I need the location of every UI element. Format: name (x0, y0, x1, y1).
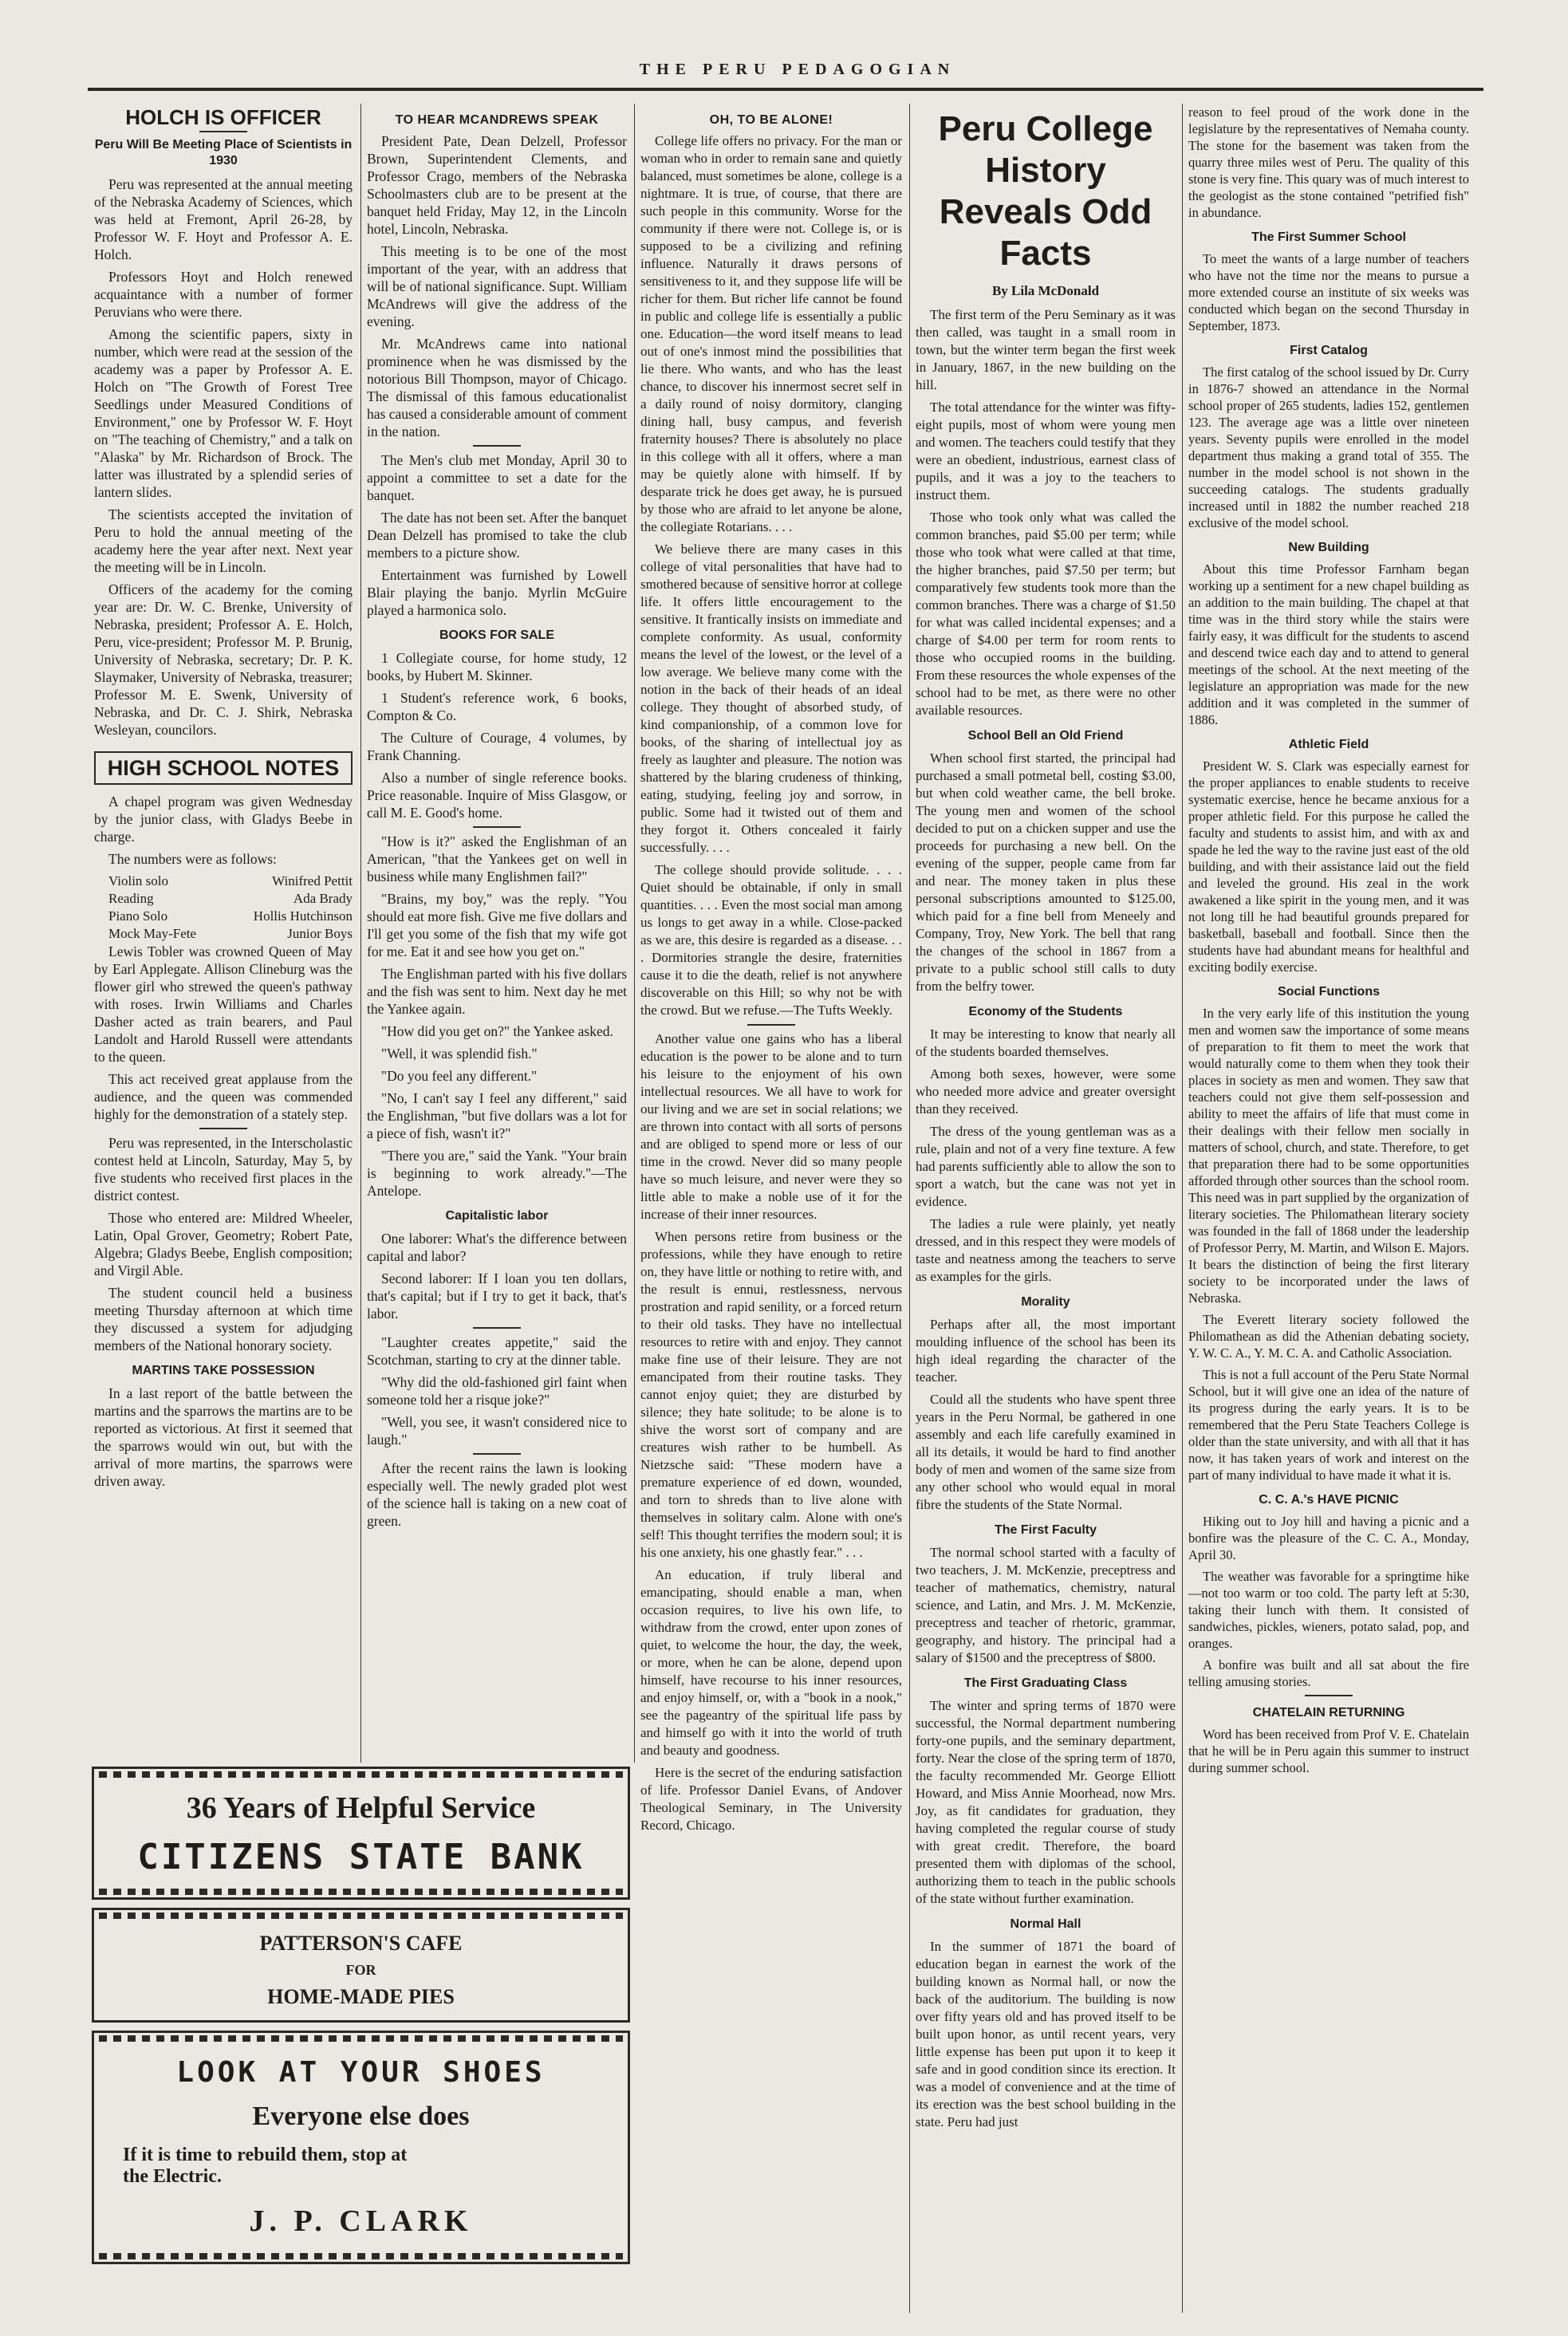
rule (199, 1128, 247, 1129)
paragraph: An education, if truly liberal and emancipating, should enable a man, when occasion requires, to live his own life, to withdraw from the crowd, enter upon zones of quiet, to welcome the hour, the day, the week, or more, when he can be alone, depend upon himself, have recourse to his inner resources, and enjoy himself, or, with a "book in a nook," see the pageantry of the spiritual life pass by and himself go with it into the world of truth and beauty and goodness. (640, 1567, 902, 1758)
paragraph: The normal school started with a faculty of two teachers, J. M. McKenzie, preceptress and teacher of mathematics, chemistry, natural science, and Latin, and Mrs. J. M. McKenzie, preceptress and teacher of rhetoric, grammar, geography, and history. The principal had a salary of $1500 and the preceptress of $800. (916, 1545, 1176, 1665)
paragraph: President Pate, Dean Delzell, Professor Brown, Superintendent Clements, and Professor Crago, members of the Nebraska Schoolmasters club are to be present at the banquet held Friday, May 12, in the Lincoln hotel, Lincoln, Nebraska. (367, 133, 627, 237)
paragraph: The Men's club met Monday, April 30 to appoint a committee to set a date for the banquet. (367, 452, 627, 503)
cafe-pies: HOME-MADE PIES (267, 1985, 455, 2008)
paragraph: It may be interesting to know that nearly all of the students boarded themselves. (916, 1026, 1176, 1059)
paragraph: To meet the wants of a large number of teachers who have not the time nor the means to pursue a more extended course an institute of six weeks was conducted which began on the second Thursday in September, 1873. (1188, 251, 1469, 333)
bank-advertisement (92, 1767, 630, 1900)
paragraph: The Culture of Courage, 4 volumes, by Frank Channing. (367, 730, 627, 763)
picnic-headline: C. C. A.'s HAVE PICNIC (1259, 1493, 1399, 1507)
paragraph: Hiking out to Joy hill and having a picnic and a bonfire was the pleasure of the C. C. A., Monday, April 30. (1188, 1514, 1469, 1562)
paragraph: Lewis Tobler was crowned Queen of May by Earl Applegate. Allison Clineburg was the flower girl who strewed the queen's pathway with roses. Irwin Williams and Charles Dasher acted as train bearers, and Paul Landolt and Harold Russell were attendants to the queen. (94, 943, 353, 1065)
chatelain-headline: CHATELAIN RETURNING (1252, 1706, 1405, 1720)
shoes-headline: LOOK AT YOUR SHOES (176, 2056, 546, 2089)
paragraph: Among the scientific papers, sixty in number, which were read at the session of the academy was a paper by Professor A. E. Holch on "The Growth of Forest Tree Seedlings under Measured Conditions of Environment," one by Professor W. F. Hoyt on "The teaching of Chemistry," and a talk on "Alaska" by Mr. Richardson of Brock. The latter was illustrated by a splendid series of lantern slides. (94, 326, 353, 500)
column-3 (640, 104, 902, 1839)
masthead-rule (88, 88, 1483, 91)
paragraph: Those who took only what was called the common branches, paid $5.00 per term; while those who took what were called at that time, the higher branches, paid $7.50 per term; but comparatively few students took more than the common branches. There was a charge of $1.50 for what was called incidental expenses; and a charge of $4.00 per term for room rents to those who occupied rooms in the building. From these resources the whole expenses of the school had to be met, as there were no other available resources. (916, 510, 1176, 718)
paragraph: The numbers were as follows: (108, 851, 277, 867)
paragraph: In the summer of 1871 the board of education began in earnest the work of the building known as Normal hall, or now the back of the auditorium. The building is now over fifty years old and has proved itself to be built upon honor, as until recent years, very little expense has been put upon it to keep it safe and in good condition since its erection. It was a model of convenience and at the time of its erection was the best school building in the state. Peru had just (916, 1939, 1176, 2129)
capitalistic-headline: Capitalistic labor (445, 1209, 549, 1223)
column-5 (1188, 104, 1469, 1781)
paragraph: The student council held a business meeting Thursday afternoon at which time they discussed a system for adjudging members of the National honorary society. (94, 1285, 353, 1353)
section-heading: Normal Hall (1010, 1917, 1081, 1931)
paragraph: The first term of the Peru Seminary as it was then called, was taught in a small room in town, but the winter term began the first week in January, 1867, in the new building on the hill. (916, 307, 1176, 392)
paragraph: Also a number of single reference books. Price reasonable. Inquire of Miss Glasgow, or call M. E. Good's home. (367, 770, 627, 821)
column-1 (94, 104, 353, 1495)
paragraph: The Englishman parted with his five dollars and the fish was sent to him. Next day he met the Yankee again. (367, 966, 627, 1017)
column-divider (360, 104, 361, 1763)
section-heading: School Bell an Old Friend (967, 729, 1124, 743)
paragraph: President W. S. Clark was especially earnest for the proper appliances to enable students to receive systematic exercise, hence he became anxious for a proper athletic field. For this purpose he called the faculty and students to assist him, and with ax and spade he led the way to the ravine just east of the old building, and with their assistance laid out the field and leveled the ground. His zeal in the work awakened a like spirit in the young men, and it was not long till he had beautiful grounds prepared for basketball, baseball and football. Since then the students have had abundant means for healthful and exciting bodily exercise. (1188, 758, 1469, 975)
paragraph: The ladies a rule were plainly, yet neatly dressed, and in this respect they were models of taste and neatness among the teachers to serve as examples for the girls. (916, 1216, 1176, 1284)
section-heading: The First Faculty (994, 1523, 1097, 1537)
paragraph: The date has not been set. After the banquet Dean Delzell has promised to take the club members to a picture show. (367, 510, 627, 561)
paragraph: "Why did the old-fashioned girl faint when someone told her a risque joke?" (367, 1374, 627, 1408)
paragraph: Among both sexes, however, were some who needed more advice and greater oversight than they received. (916, 1066, 1176, 1117)
section-heading: Economy of the Students (968, 1005, 1123, 1018)
section-heading: New Building (1288, 541, 1369, 554)
paragraph: 1 Student's reference work, 6 books, Compton & Co. (367, 690, 627, 723)
paragraph: In the very early life of this institution the young men and women saw the importance of some means of preparation to fit them to meet the work that would naturally come to them when they took their places in society as men and women. They saw that teachers could not give them self-possession and ability to meet the affairs of life that must come in their dealings with their fellow men socially in matters of school, church, and state. Therefore, to get that preparation there had to be some opportunities afforded through other sources than the school room. This need was in part supplied by the organization of literary societies. The Philomathean literary society was founded in the fall of 1868 under the leadership of Professor Perry, M. Martin, and Wilson E. Majors. It bears the distinction of being the first literary society to be incorporated under the laws of Nebraska. (1188, 1006, 1469, 1306)
shoes-text: If it is time to rebuild them, stop at (123, 2145, 408, 2165)
paragraph: A bonfire was built and all sat about the fire telling amusing stories. (1188, 1657, 1469, 1689)
paragraph: Peru was represented, in the Interscholastic contest held at Lincoln, Saturday, May 5, by five students who received first places in the district contest. (94, 1135, 353, 1203)
paragraph: "How did you get on?" the Yankee asked. (381, 1023, 613, 1039)
alone-headline: OH, TO BE ALONE! (709, 113, 833, 127)
paragraph: "How is it?" asked the Englishman of an American, "that the Yankees get on well in business while many Englishmen fail?" (367, 833, 627, 884)
byline: By Lila McDonald (991, 283, 1100, 298)
holch-headline: HOLCH IS OFFICER (125, 105, 321, 129)
paragraph: The weather was favorable for a springtime hike—not too warm or too cold. The party left at 5:30, taking their lunch with them. It consisted of sandwiches, pickles, wieners, potato salad, pop, and oranges. (1188, 1569, 1469, 1651)
bank-name: CITIZENS STATE BANK (137, 1837, 585, 1877)
rule (473, 1327, 521, 1329)
rule (473, 445, 521, 447)
paragraph: Perhaps after all, the most important moulding influence of the school has been its high ideal regarding the character of the teacher. (916, 1317, 1176, 1385)
paragraph: In a last report of the battle between the martins and the sparrows the martins are to be reported as victorious. At first it seemed that the sparrows would win out, but with the arrival of more martins, the sparrows were driven away. (94, 1385, 353, 1489)
paragraph: The scientists accepted the invitation of Peru to hold the annual meeting of the academy here the year after next. Next year the meeting will be in Lincoln. (94, 506, 353, 575)
paragraph: Professors Hoyt and Holch renewed acquaintance with a number of former Peruvians who were there. (94, 269, 353, 320)
paragraph: The dress of the young gentleman was as a rule, plain and not of a very fine texture. A few had parents sufficiently able to allow the son to sport a watch, but the cane was not yet in evidence. (916, 1124, 1176, 1209)
paragraph: Word has been received from Prof V. E. Chatelain that he will be in Peru again this summer to instruct during summer school. (1188, 1727, 1469, 1775)
column-2 (367, 104, 627, 1534)
paragraph: "Brains, my boy," was the reply. "You should eat more fish. Give me five dollars and I'll get you some of the fish that my wife got for me. Eat it and see how you get on." (367, 891, 627, 959)
paragraph: This meeting is to be one of the most important of the year, with an address that will be of national significance. Supt. William McAndrews will give the address of the evening. (367, 243, 627, 329)
section-heading: Morality (1021, 1295, 1070, 1309)
rule (747, 1024, 795, 1026)
cafe-advertisement (92, 1908, 630, 2023)
border-ornament (99, 1913, 623, 1919)
rule (473, 826, 521, 828)
rule (199, 131, 247, 132)
section-heading: The First Graduating Class (963, 1676, 1128, 1690)
paragraph: "No, I can't say I feel any different," said the Englishman, "but five dollars was a lot for a piece of fish, wasn't it?" (367, 1090, 627, 1141)
paragraph: One laborer: What's the difference between capital and labor? (367, 1231, 627, 1264)
cafe-name: PATTERSON'S CAFE (259, 1932, 463, 1955)
paragraph: The total attendance for the winter was fifty-eight pupils, most of whom were young men and women. The teachers could testify that they were an obedient, industrious, earnest class of pupils, and it was a joy to the teachers to instruct them. (916, 400, 1176, 502)
paragraph: A chapel program was given Wednesday by the junior class, with Gladys Beebe in charge. (94, 794, 353, 845)
paragraph: Mr. McAndrews came into national prominence when he was dismissed by the notorious Bill Thompson, mayor of Chicago. The dismissal of this famous educationalist has caused a considerable amount of comment in the nation. (367, 336, 627, 439)
section-heading: The First Summer School (1251, 230, 1406, 244)
border-ornament (99, 1771, 623, 1778)
section-heading: First Catalog (1290, 344, 1368, 357)
program-row: Reading Ada Brady (108, 891, 353, 906)
history-headline: Peru College History Reveals Odd Facts (938, 109, 1153, 273)
mcandrews-headline: TO HEAR MCANDREWS SPEAK (395, 113, 599, 127)
bank-slogan: 36 Years of Helpful Service (186, 1791, 536, 1825)
cafe-for: FOR (345, 1962, 376, 1978)
program-row: Piano Solo Hollis Hutchinson (108, 908, 353, 924)
paragraph: "Well, you see, it wasn't considered nice to laugh." (367, 1414, 627, 1448)
paragraph: This act received great applause from the audience, and the queen was commended highly for the demonstration of a stately step. (94, 1071, 353, 1122)
paragraph: "Laughter creates appetite," said the Scotchman, starting to cry at the dinner table. (367, 1334, 627, 1368)
program-row: Violin solo Winifred Pettit (108, 873, 353, 888)
paragraph: reason to feel proud of the work done in the legislature by the representatives of Nemaha county. The stone for the basement was taken from the quarry three miles west of Peru. The quality of this stone is very fine. This quary was of much interest to the geologist as the stone contained "petrified fish" in abundance. (1188, 104, 1469, 220)
high-school-notes-headline: HIGH SCHOOL NOTES (94, 751, 353, 785)
paragraph: Officers of the academy for the coming year are: Dr. W. C. Brenke, University of Nebraska, president; Professor A. E. Holch, Peru, vice-president; Professor M. P. Brunig, University of Nebraska, secretary; Dr. P. K. Slaymaker, University of Nebraska, treasurer; Professor M. E. Swenk, University of Nebraska, and Dr. C. J. Shirk, Nebraska Wesleyan, councilors. (94, 581, 353, 738)
border-ornament (99, 2035, 623, 2042)
paragraph: Could all the students who have spent three years in the Peru Normal, be gathered in one assembly and each life carefully examined in all its details, it would be hard to find another body of men and women of the same size from any other school who would equal in moral fibre the students of the State Normal. (916, 1392, 1176, 1512)
border-ornament (99, 2253, 623, 2259)
paragraph: Another value one gains who has a liberal education is the power to be alone and to turn his leisure to the enjoyment of his own intellectual resources. We all have to work for our living and we are set in social relations; we are thrown into contact with all sorts of persons and are obliged to spend more or less of our time in the crowd. Never did so many people have so much leisure, and never were they so little able to make a noble use of it for the increase of their inner resources. (640, 1031, 902, 1222)
paragraph: The winter and spring terms of 1870 were successful, the Normal department numbering forty-one pupils, and the seminary department, forty. Near the close of the spring term of 1870, the faculty recommended Mr. George Elliott Howard, and Miss Annie Moorhead, now Mrs. Joy, as fit candidates for graduation, they having completed the regular course of study with great credit. Therefore, the board presented them with diplomas of the school, authorizing them to teach in the public schools of the state without further examination. (916, 1698, 1176, 1906)
paragraph: Entertainment was furnished by Lowell Blair playing the banjo. Myrlin McGuire played a harmonica solo. (367, 567, 627, 618)
paragraph: "Do you feel any different." (381, 1068, 538, 1084)
section-heading: Social Functions (1277, 985, 1380, 999)
column-divider (909, 104, 910, 2313)
rule (473, 1453, 521, 1455)
paragraph: When persons retire from business or the professions, while they have enough to retire on, they have little or nothing to retire with, and the result is ennui, restlessness, nervous prostration and rapid senility, or a forced return to their old tasks. They have no intellectual resources to retire with and enjoy. They cannot make fine use of their leisure. They are not emancipated from their routine tasks. They cannot enjoy quiet; they are disturbed by silence; they hate solitude; to be alone is to shive the worst sort of company and are creatures wish rather to be humbell. As Nietzsche said: "These modern have a premature experience of ed down, wounded, and torn to shreds than to live alone with themselves in solitary calm. Alone with one's self! This thought terrifies the modern soul; it is his one anxiety, his one ghastly fear." . . . (640, 1229, 902, 1560)
paragraph: When school first started, the principal had purchased a small potmetal bell, costing $3.00, but when cold weather came, the bell broke. The young men and women of the school decided to put on a chicken supper and use the proceeds for purchasing a new bell. On the evening of the supper, people came from far and near. The money taken in plus these personal subscriptions amounted to $125.00, which paid for a fine bell from Meneely and Company, Troy, New York. The bell that rang the changes of the school in 1867 from a private to a public school still calls to duty from the belfry tower. (916, 750, 1176, 994)
shoes-tagline: Everyone else does (252, 2102, 470, 2131)
paragraph: Second laborer: If I loan you ten dollars, that's capital; but if I try to get it back, that's labor. (367, 1270, 627, 1322)
paragraph: Here is the secret of the enduring satisfaction of life. Professor Daniel Evans, of Andover Theological Seminary, in The University Record, Chicago. (640, 1765, 902, 1833)
border-ornament (99, 1889, 623, 1895)
shoes-text: the Electric. (123, 2166, 222, 2187)
paragraph: This is not a full account of the Peru State Normal School, but it will give one an idea of the nature of its progress during the early years. It is to be remembered that the Peru State Teachers College is older than the state university, and with all that it has now, it has taken years of work and interest on the part of many individual to have made it what it is. (1188, 1367, 1469, 1483)
paragraph: About this time Professor Farnham began working up a sentiment for a new chapel building as an addition to the main building. The chapel at that time was in the third story while the stairs were fairly easy, it was difficult for the students to ascend and descend twice each day and to attend to general meetings of the school. At the next meeting of the legislature an appropriation was made for the new addition and it was completed in the summer of 1886. (1188, 561, 1469, 727)
holch-subhead: Peru Will Be Meeting Place of Scientists in 1930 (94, 138, 353, 167)
masthead: THE PERU PEDAGOGIAN (639, 61, 956, 78)
rule (1305, 1695, 1353, 1696)
paragraph: The Everett literary society followed the Philomathean as did the Athenian debating society, Y. W. C. A., Y. M. C. A. and Catholic Association. (1188, 1312, 1469, 1361)
shoe-repair-advertisement (92, 2031, 630, 2264)
paragraph: The college should provide solitude. . . . Quiet should be obtainable, if only in small quantities. . . . Even the most social man among us longs to get away in a while. Close-packed as we are, this desire is regarded as a disease. . . . Dormitories strangle the desire, fraternities cause it to die the death, relief is not anywhere discoverable on this Hill; so why not be with the crowd. But we refuse.—The Tufts Weekly. (640, 862, 902, 1018)
column-4 (916, 104, 1176, 2136)
paragraph: College life offers no privacy. For the man or woman who in order to remain sane and quietly balanced, must sometimes be alone, college is a nightmare. It is true, of course, that there are such people in this community. Worse for the community if there were not. College is, or is supposed to be a civilizing and refining influence. Naturally it draws persons of sensitiveness to it, and they suppose life will be richer for them. But richer life cannot be found in public and college life is essentially a public one. Education—the word itself means to lead out of one's inmost mind the possibilities that lie there. Who wants, and who has the least chance, to discover his innermost secret self in a daily round of noisy dormitory, clanging dining hall, busy campus, and feverish fraternity houses? There is absolutely no place in this college with all it offers, where a man may be quietly alone with himself. If by desparate trick he does get away, he is pursued by those who are afraid to let anyone be alone, the collegiate Rotarians. . . . (640, 133, 902, 534)
paragraph: 1 Collegiate course, for home study, 12 books, by Hubert M. Skinner. (367, 650, 627, 683)
paragraph: The first catalog of the school issued by Dr. Curry in 1876-7 showed an attendance in the Normal school proper of 265 students, ladies 152, gentlemen 123. The average age was a little over nineteen years. Seventy pupils were enrolled in the model department thus making a grand total of 355. The number in the model school is not shown in the succeeding catalogs. The students gradually increased until in 1882 the number reached 218 exclusive of the model school. (1188, 364, 1469, 530)
books-headline: BOOKS FOR SALE (439, 628, 554, 642)
advertisements (92, 1767, 630, 2273)
section-heading: Athletic Field (1288, 738, 1369, 751)
shoes-proprietor: J. P. CLARK (249, 2204, 473, 2238)
paragraph: "There you are," said the Yank. "Your brain is beginning to work already."—The Antelope. (367, 1148, 627, 1199)
column-divider (634, 104, 635, 1763)
martins-headline: MARTINS TAKE POSSESSION (132, 1364, 315, 1377)
program-row: Mock May-Fete Junior Boys (108, 926, 353, 941)
paragraph: Those who entered are: Mildred Wheeler, Latin, Opal Grover, Geometry; Robert Pate, Algebra; Gladys Beebe, English composition; and Virgil Able. (94, 1210, 353, 1278)
paragraph: "Well, it was splendid fish." (381, 1046, 538, 1062)
paragraph: After the recent rains the lawn is looking especially well. The newly graded plot west of the science hall is taking on a new coat of green. (367, 1460, 627, 1529)
column-divider (1182, 104, 1183, 2313)
paragraph: Peru was represented at the annual meeting of the Nebraska Academy of Sciences, which was held at Fremont, April 26-28, by Professor W. F. Hoyt and Professor A. E. Holch. (94, 176, 353, 262)
paragraph: We believe there are many cases in this college of vital personalities that have had to smothered because of sensitive horror at college life. It offers little encouragement to the sensitive. It frantically insists on immediate and complete conformity. As usual, conformity means the level of the lowest, or the level of a low average. We believe many come with the notion in the back of their heads of an ideal college. They thought of absorbed study, of kind companionship, of a common love for books, of the sharing of intellectual joy as freely as laughter and pleasure. The notion was shattered by the blaring crudeness of thinking, eating, studying, feeling joy and sorrow, in public. Some had it twisted out of them and they forgot it. Others concealed it fairly successfully. . . . (640, 542, 902, 855)
